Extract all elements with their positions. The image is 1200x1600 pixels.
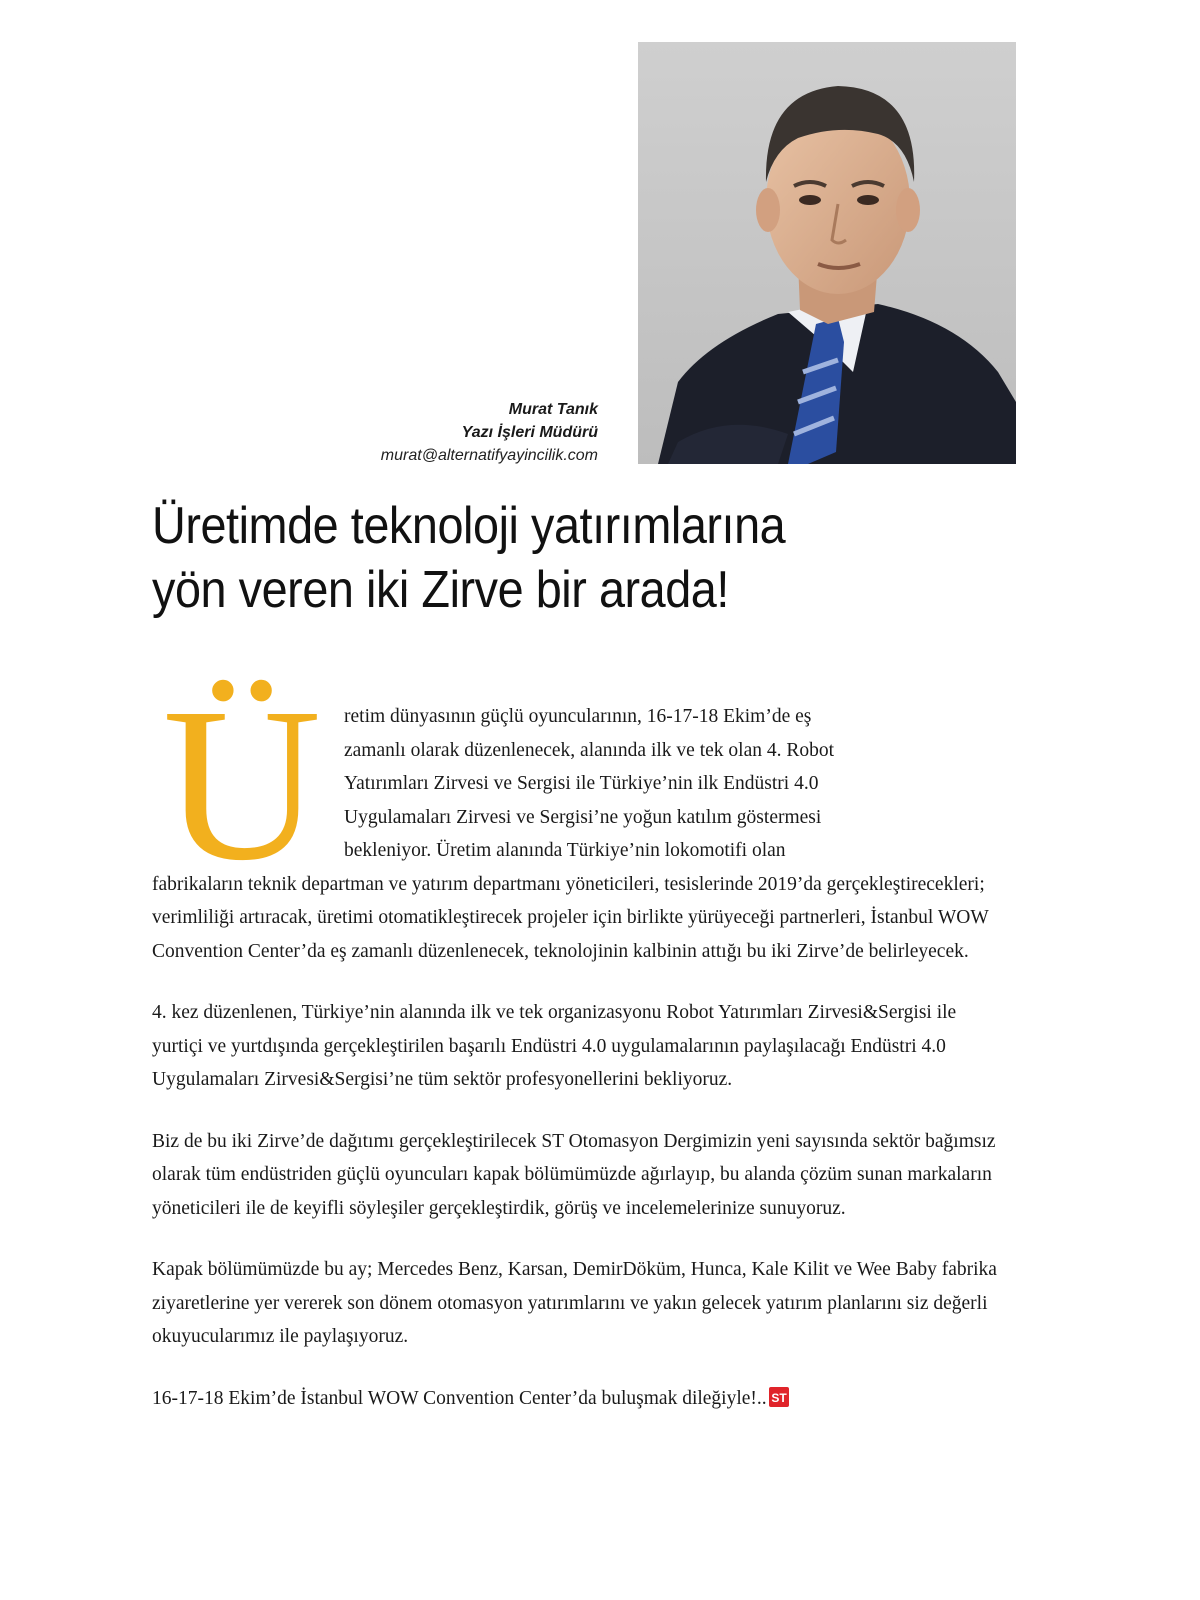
paragraph-1-continued: fabrikaların teknik departman ve yatırım departmanı yöneticileri, tesislerinde 2019’da gerçekleştirecekleri; verimliliği artıracak, üretimi otomatikleştirecek projeler için birlikte yürüyeceği partnerleri, İstanbul WOW Convention Center’da eş zamanlı düzenlenecek, teknolojinin kalbinin attığı bu iki Zirve’de belirleyecek. bbox=[152, 873, 989, 962]
st-logo-text: ST bbox=[771, 1390, 787, 1405]
headline-line-2: yön veren iki Zirve bir arada! bbox=[152, 561, 729, 619]
closing-text: 16-17-18 Ekim’de İstanbul WOW Convention Center’da buluşmak dileğiyle!.. bbox=[152, 1387, 767, 1409]
paragraph-4: Kapak bölümümüzde bu ay; Mercedes Benz, Karsan, DemirDöküm, Hunca, Kale Kilit ve Wee Baby fabrika ziyaretlerine yer vererek son dönem otomasyon yatırımlarını ve yakın gelecek yatırım planlarını siz değerli okuyucularımız ile paylaşıyoruz. bbox=[152, 1259, 997, 1347]
author-name: Murat Tanık bbox=[508, 401, 598, 418]
paragraph-1-line: zamanlı olarak düzenlenecek, alanında ilk ve tek olan 4. Robot bbox=[344, 739, 835, 761]
paragraph-1-line: retim dünyasının güçlü oyuncularının, 16-17-18 Ekim’de eş bbox=[344, 706, 812, 727]
paragraph-1-line: Yatırımları Zirvesi ve Sergisi ile Türkiye’nin ilk Endüstri 4.0 bbox=[344, 773, 819, 794]
paragraph-1-opening bbox=[152, 700, 1010, 868]
paragraph-1-line: bekleniyor. Üretim alanında Türkiye’nin lokomotifi olan bbox=[344, 840, 786, 861]
paragraph-2: 4. kez düzenlenen, Türkiye’nin alanında ilk ve tek organizasyonu Robot Yatırımları Zirvesi&Sergisi ile yurtiçi ve yurtdışında gerçekleştirilen başarılı Endüstri 4.0 uygulamalarının paylaşılacağı Endüstri 4.0 Uygulamaları Zirvesi&Sergisi’ne tüm sektör profesyonellerini bekliyoruz. bbox=[152, 1002, 957, 1090]
author-byline bbox=[381, 398, 598, 468]
article-headline bbox=[152, 494, 962, 622]
paragraph-1-line: Uygulamaları Zirvesi ve Sergisi’ne yoğun katılım göstermesi bbox=[344, 806, 822, 828]
st-logo-icon bbox=[769, 1387, 789, 1407]
paragraph-3: Biz de bu iki Zirve’de dağıtımı gerçekleştirilecek ST Otomasyon Dergimizin yeni sayısında sektör bağımsız olarak tüm endüstriden güçlü oyuncuları kapak bölümümüzde ağırlayıp, bu alanda çözüm sunan markaların yöneticileri ile de keyifli söyleşiler gerçekleştirdik, görüş ve incelemelerinize sunuyoruz. bbox=[152, 1130, 996, 1219]
author-role: Yazı İşleri Müdürü bbox=[461, 424, 598, 441]
closing-line bbox=[152, 1382, 1010, 1416]
drop-cap-letter: Ü bbox=[162, 662, 322, 870]
article-body bbox=[152, 700, 1010, 1443]
author-portrait bbox=[638, 42, 1016, 464]
author-email[interactable]: murat@alternatifyayincilik.com bbox=[380, 447, 598, 464]
headline-line-1: Üretimde teknoloji yatırımlarına bbox=[152, 497, 786, 555]
